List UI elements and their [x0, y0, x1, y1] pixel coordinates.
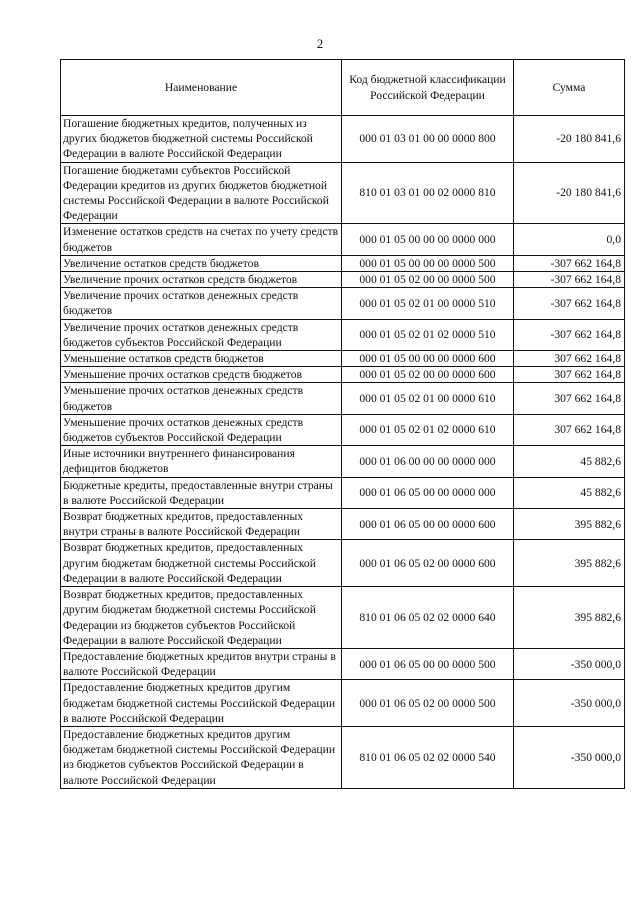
table-row [61, 255, 625, 271]
row-sum: 307 662 164,8 [514, 351, 625, 367]
row-name: Увеличение остатков средств бюджетов [61, 255, 342, 271]
row-name: Предоставление бюджетных кредитов другим бюджетам бюджетной системы Российской Федерации в валюте Российской Федерации [61, 680, 342, 727]
row-sum: -350 000,0 [514, 648, 625, 679]
row-name: Бюджетные кредиты, предоставленные внутри страны в валюте Российской Федерации [61, 477, 342, 508]
row-code: 000 01 05 02 00 00 0000 500 [342, 272, 514, 288]
row-name: Погашение бюджетами субъектов Российской Федерации кредитов из других бюджетов бюджетной системы Российской Федерации в валюте Российской Федерации [61, 162, 342, 224]
row-name: Увеличение прочих остатков средств бюджетов [61, 272, 342, 288]
row-name: Предоставление бюджетных кредитов внутри страны в валюте Российской Федерации [61, 648, 342, 679]
row-code: 000 01 05 02 00 00 0000 600 [342, 367, 514, 383]
row-code: 000 01 03 01 00 00 0000 800 [342, 116, 514, 163]
row-code: 000 01 05 00 00 00 0000 000 [342, 224, 514, 255]
row-sum: 0,0 [514, 224, 625, 255]
table-row [61, 383, 625, 414]
table-row [61, 540, 625, 587]
table-row [61, 680, 625, 727]
table-row [61, 162, 625, 224]
row-name: Уменьшение прочих остатков денежных средств бюджетов [61, 383, 342, 414]
header-sum: Сумма [514, 60, 625, 116]
row-sum: 395 882,6 [514, 540, 625, 587]
row-code: 000 01 06 05 00 00 0000 500 [342, 648, 514, 679]
row-name: Возврат бюджетных кредитов, предоставленных другим бюджетам бюджетной системы Российской Федерации в валюте Российской Федерации [61, 540, 342, 587]
row-sum: -307 662 164,8 [514, 272, 625, 288]
row-code: 000 01 05 00 00 00 0000 600 [342, 351, 514, 367]
table-row [61, 224, 625, 255]
row-sum: -307 662 164,8 [514, 319, 625, 350]
row-sum: 45 882,6 [514, 446, 625, 477]
row-sum: -307 662 164,8 [514, 255, 625, 271]
row-code: 000 01 05 02 01 02 0000 510 [342, 319, 514, 350]
row-code: 000 01 06 05 02 00 0000 600 [342, 540, 514, 587]
row-sum: -20 180 841,6 [514, 116, 625, 163]
page-number: 2 [316, 36, 324, 51]
table-row [61, 446, 625, 477]
row-sum: 307 662 164,8 [514, 367, 625, 383]
budget-sources-table [60, 59, 625, 789]
row-name: Погашение бюджетных кредитов, полученных из других бюджетов бюджетной системы Российской Федерации в валюте Российской Федерации [61, 116, 342, 163]
row-sum: -350 000,0 [514, 726, 625, 788]
table-row [61, 288, 625, 319]
table-header-row [61, 60, 625, 116]
row-name: Уменьшение прочих остатков денежных средств бюджетов субъектов Российской Федерации [61, 414, 342, 445]
table-row [61, 587, 625, 649]
row-name: Уменьшение остатков средств бюджетов [61, 351, 342, 367]
row-sum: -307 662 164,8 [514, 288, 625, 319]
row-sum: 307 662 164,8 [514, 414, 625, 445]
header-code: Код бюджетной классификации Российской Федерации [342, 60, 514, 116]
table-row [61, 319, 625, 350]
row-sum: -20 180 841,6 [514, 162, 625, 224]
row-code: 810 01 06 05 02 02 0000 640 [342, 587, 514, 649]
row-code: 000 01 06 05 02 00 0000 500 [342, 680, 514, 727]
row-code: 810 01 06 05 02 02 0000 540 [342, 726, 514, 788]
row-name: Увеличение прочих остатков денежных средств бюджетов [61, 288, 342, 319]
table-row [61, 509, 625, 540]
row-name: Возврат бюджетных кредитов, предоставленных внутри страны в валюте Российской Федерации [61, 509, 342, 540]
table-row [61, 648, 625, 679]
row-code: 000 01 06 00 00 00 0000 000 [342, 446, 514, 477]
table-row [61, 351, 625, 367]
row-code: 000 01 05 02 01 00 0000 510 [342, 288, 514, 319]
row-sum: 395 882,6 [514, 587, 625, 649]
row-code: 000 01 06 05 00 00 0000 600 [342, 509, 514, 540]
row-code: 000 01 05 02 01 02 0000 610 [342, 414, 514, 445]
row-name: Увеличение прочих остатков денежных средств бюджетов субъектов Российской Федерации [61, 319, 342, 350]
table-row [61, 414, 625, 445]
row-code: 000 01 05 00 00 00 0000 500 [342, 255, 514, 271]
row-sum: 395 882,6 [514, 509, 625, 540]
row-code: 000 01 05 02 01 00 0000 610 [342, 383, 514, 414]
table-row [61, 116, 625, 163]
row-sum: 45 882,6 [514, 477, 625, 508]
table-row [61, 367, 625, 383]
row-code: 000 01 06 05 00 00 0000 000 [342, 477, 514, 508]
row-name: Уменьшение прочих остатков средств бюджетов [61, 367, 342, 383]
row-code: 810 01 03 01 00 02 0000 810 [342, 162, 514, 224]
row-sum: 307 662 164,8 [514, 383, 625, 414]
row-name: Иные источники внутреннего финансирования дефицитов бюджетов [61, 446, 342, 477]
table-row [61, 726, 625, 788]
row-name: Изменение остатков средств на счетах по учету средств бюджетов [61, 224, 342, 255]
row-name: Возврат бюджетных кредитов, предоставленных другим бюджетам бюджетной системы Российской Федерации из бюджетов субъектов Российской Федерации в валюте Российской Федерации [61, 587, 342, 649]
table-row [61, 477, 625, 508]
row-sum: -350 000,0 [514, 680, 625, 727]
header-name: Наименование [61, 60, 342, 116]
table-row [61, 272, 625, 288]
row-name: Предоставление бюджетных кредитов другим бюджетам бюджетной системы Российской Федерации из бюджетов субъектов Российской Федерации в валюте Российской Федерации [61, 726, 342, 788]
